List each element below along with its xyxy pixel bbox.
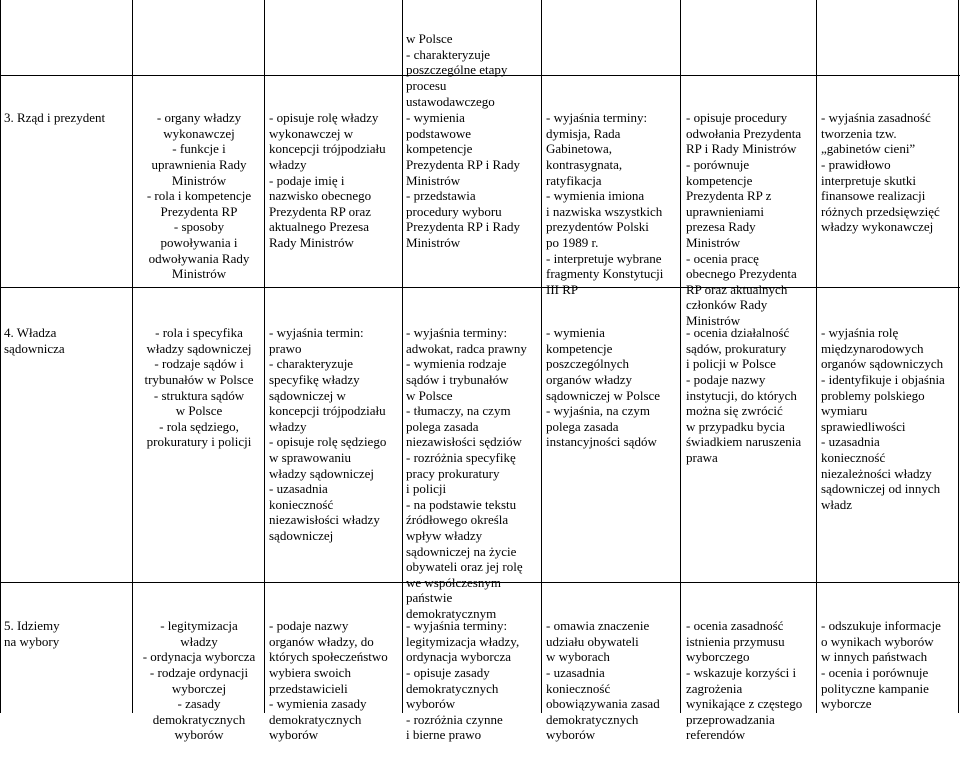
requirements-cell: - wyjaśnia terminy: adwokat, radca prawny - wymienia rodzaje sądów i trybunałów w Polsce - tłumaczy, na czym polega zasada niezawisłości sędziów - rozróżnia specyfikę pracy prokuratury i policji - na podstawie tekstu źródłowego określa wpływ władzy sądowniczej na życie obywateli oraz jej rolę we współczesnym państwie demokratycznym bbox=[406, 325, 527, 621]
border bbox=[264, 0, 265, 713]
border bbox=[0, 0, 1, 713]
top-row-c3: w Polsce - charakteryzuje poszczególne etapy procesu ustawodawczego bbox=[406, 31, 508, 109]
requirements-cell: - wyjaśnia zasadność tworzenia tzw. „gabinetów cieni” - prawidłowo interpretuje skutki finansowe realizacji różnych przedsięwzięć władzy wykonawczej bbox=[821, 110, 940, 235]
border bbox=[402, 0, 403, 713]
section-title: 5. Idziemy na wybory bbox=[4, 618, 60, 649]
requirements-cell: - wyjaśnia terminy: dymisja, Rada Gabinetowa, kontrasygnata, ratyfikacja - wymienia imiona i nazwiska wszystkich prezydentów Polski po 1989 r. - interpretuje wybrane fragmenty Konstytucji III RP bbox=[546, 110, 664, 297]
section-content: - legitymizacja władzy - ordynacja wyborcza - rodzaje ordynacji wyborczej - zasady demokratycznych wyborów bbox=[142, 618, 256, 743]
section-content: - organy władzy wykonawczej - funkcje i uprawnienia Rady Ministrów - rola i kompetencje Prezydenta RP - sposoby powoływania i odwoływania Rady Ministrów bbox=[146, 110, 252, 282]
requirements-cell: - odszukuje informacje o wynikach wyborów w innych państwach - ocenia i porównuje polityczne kampanie wyborcze bbox=[821, 618, 941, 712]
requirements-cell: - wymienia kompetencje poszczególnych organów władzy sądowniczej w Polsce - wyjaśnia, na czym polega zasada instancyjności sądów bbox=[546, 325, 661, 450]
border bbox=[680, 0, 681, 713]
requirements-cell: - wyjaśnia terminy: legitymizacja władzy, ordynacja wyborcza - opisuje zasady demokratycznych wyborów - rozróżnia czynne i bierne prawo bbox=[406, 618, 520, 743]
section-content: - rola i specyfika władzy sądowniczej - rodzaje sądów i trybunałów w Polsce - struktura sądów w Polsce - rola sędziego, prokuratury i policji bbox=[144, 325, 254, 450]
section-title: 3. Rząd i prezydent bbox=[4, 110, 106, 126]
requirements-cell: - wymienia podstawowe kompetencje Prezydenta RP i Rady Ministrów - przedstawia procedury wyboru Prezydenta RP i Rady Ministrów bbox=[406, 110, 520, 250]
requirements-cell: - opisuje procedury odwołania Prezydenta RP i Rady Ministrów - porównuje kompetencje Prezydenta RP z uprawnieniami prezesa Rady Ministrów - ocenia pracę obecnego Prezydenta RP oraz aktualnych członków Rady Ministrów bbox=[686, 110, 802, 328]
requirements-cell: - ocenia działalność sądów, prokuratury i policji w Polsce - podaje nazwy instytucji, do których można się zwrócić w przypadku bycia świadkiem naruszenia prawa bbox=[686, 325, 802, 465]
section-title: 4. Władza sądownicza bbox=[4, 325, 65, 356]
requirements-cell: - wyjaśnia termin: prawo - charakteryzuje specyfikę władzy sądowniczej w koncepcji trójpodziału władzy - opisuje rolę sędziego w sprawowaniu władzy sądowniczej - uzasadnia konieczność niezawisłości władzy sądowniczej bbox=[269, 325, 387, 543]
requirements-cell: - ocenia zasadność istnienia przymusu wyborczego - wskazuje korzyści i zagrożenia wynikające z częstego przeprowadzania referendów bbox=[686, 618, 803, 743]
border bbox=[132, 0, 133, 713]
border bbox=[816, 0, 817, 713]
requirements-cell: - wyjaśnia rolę międzynarodowych organów sądowniczych - identyfikuje i objaśnia problemy polskiego wymiaru sprawiedliwości - uzasadnia konieczność niezależności władzy sądowniczej od innych władz bbox=[821, 325, 945, 512]
border bbox=[958, 0, 959, 713]
requirements-cell: - omawia znaczenie udziału obywateli w wyborach - uzasadnia konieczność obowiązywania zasad demokratycznych wyborów bbox=[546, 618, 660, 743]
requirements-cell: - opisuje rolę władzy wykonawczej w koncepcji trójpodziału władzy - podaje imię i nazwisko obecnego Prezydenta RP oraz aktualnego Prezesa Rady Ministrów bbox=[269, 110, 386, 250]
border bbox=[541, 0, 542, 713]
requirements-cell: - podaje nazwy organów władzy, do których społeczeństwo wybiera swoich przedstawicieli - wymienia zasady demokratycznych wyborów bbox=[269, 618, 388, 743]
